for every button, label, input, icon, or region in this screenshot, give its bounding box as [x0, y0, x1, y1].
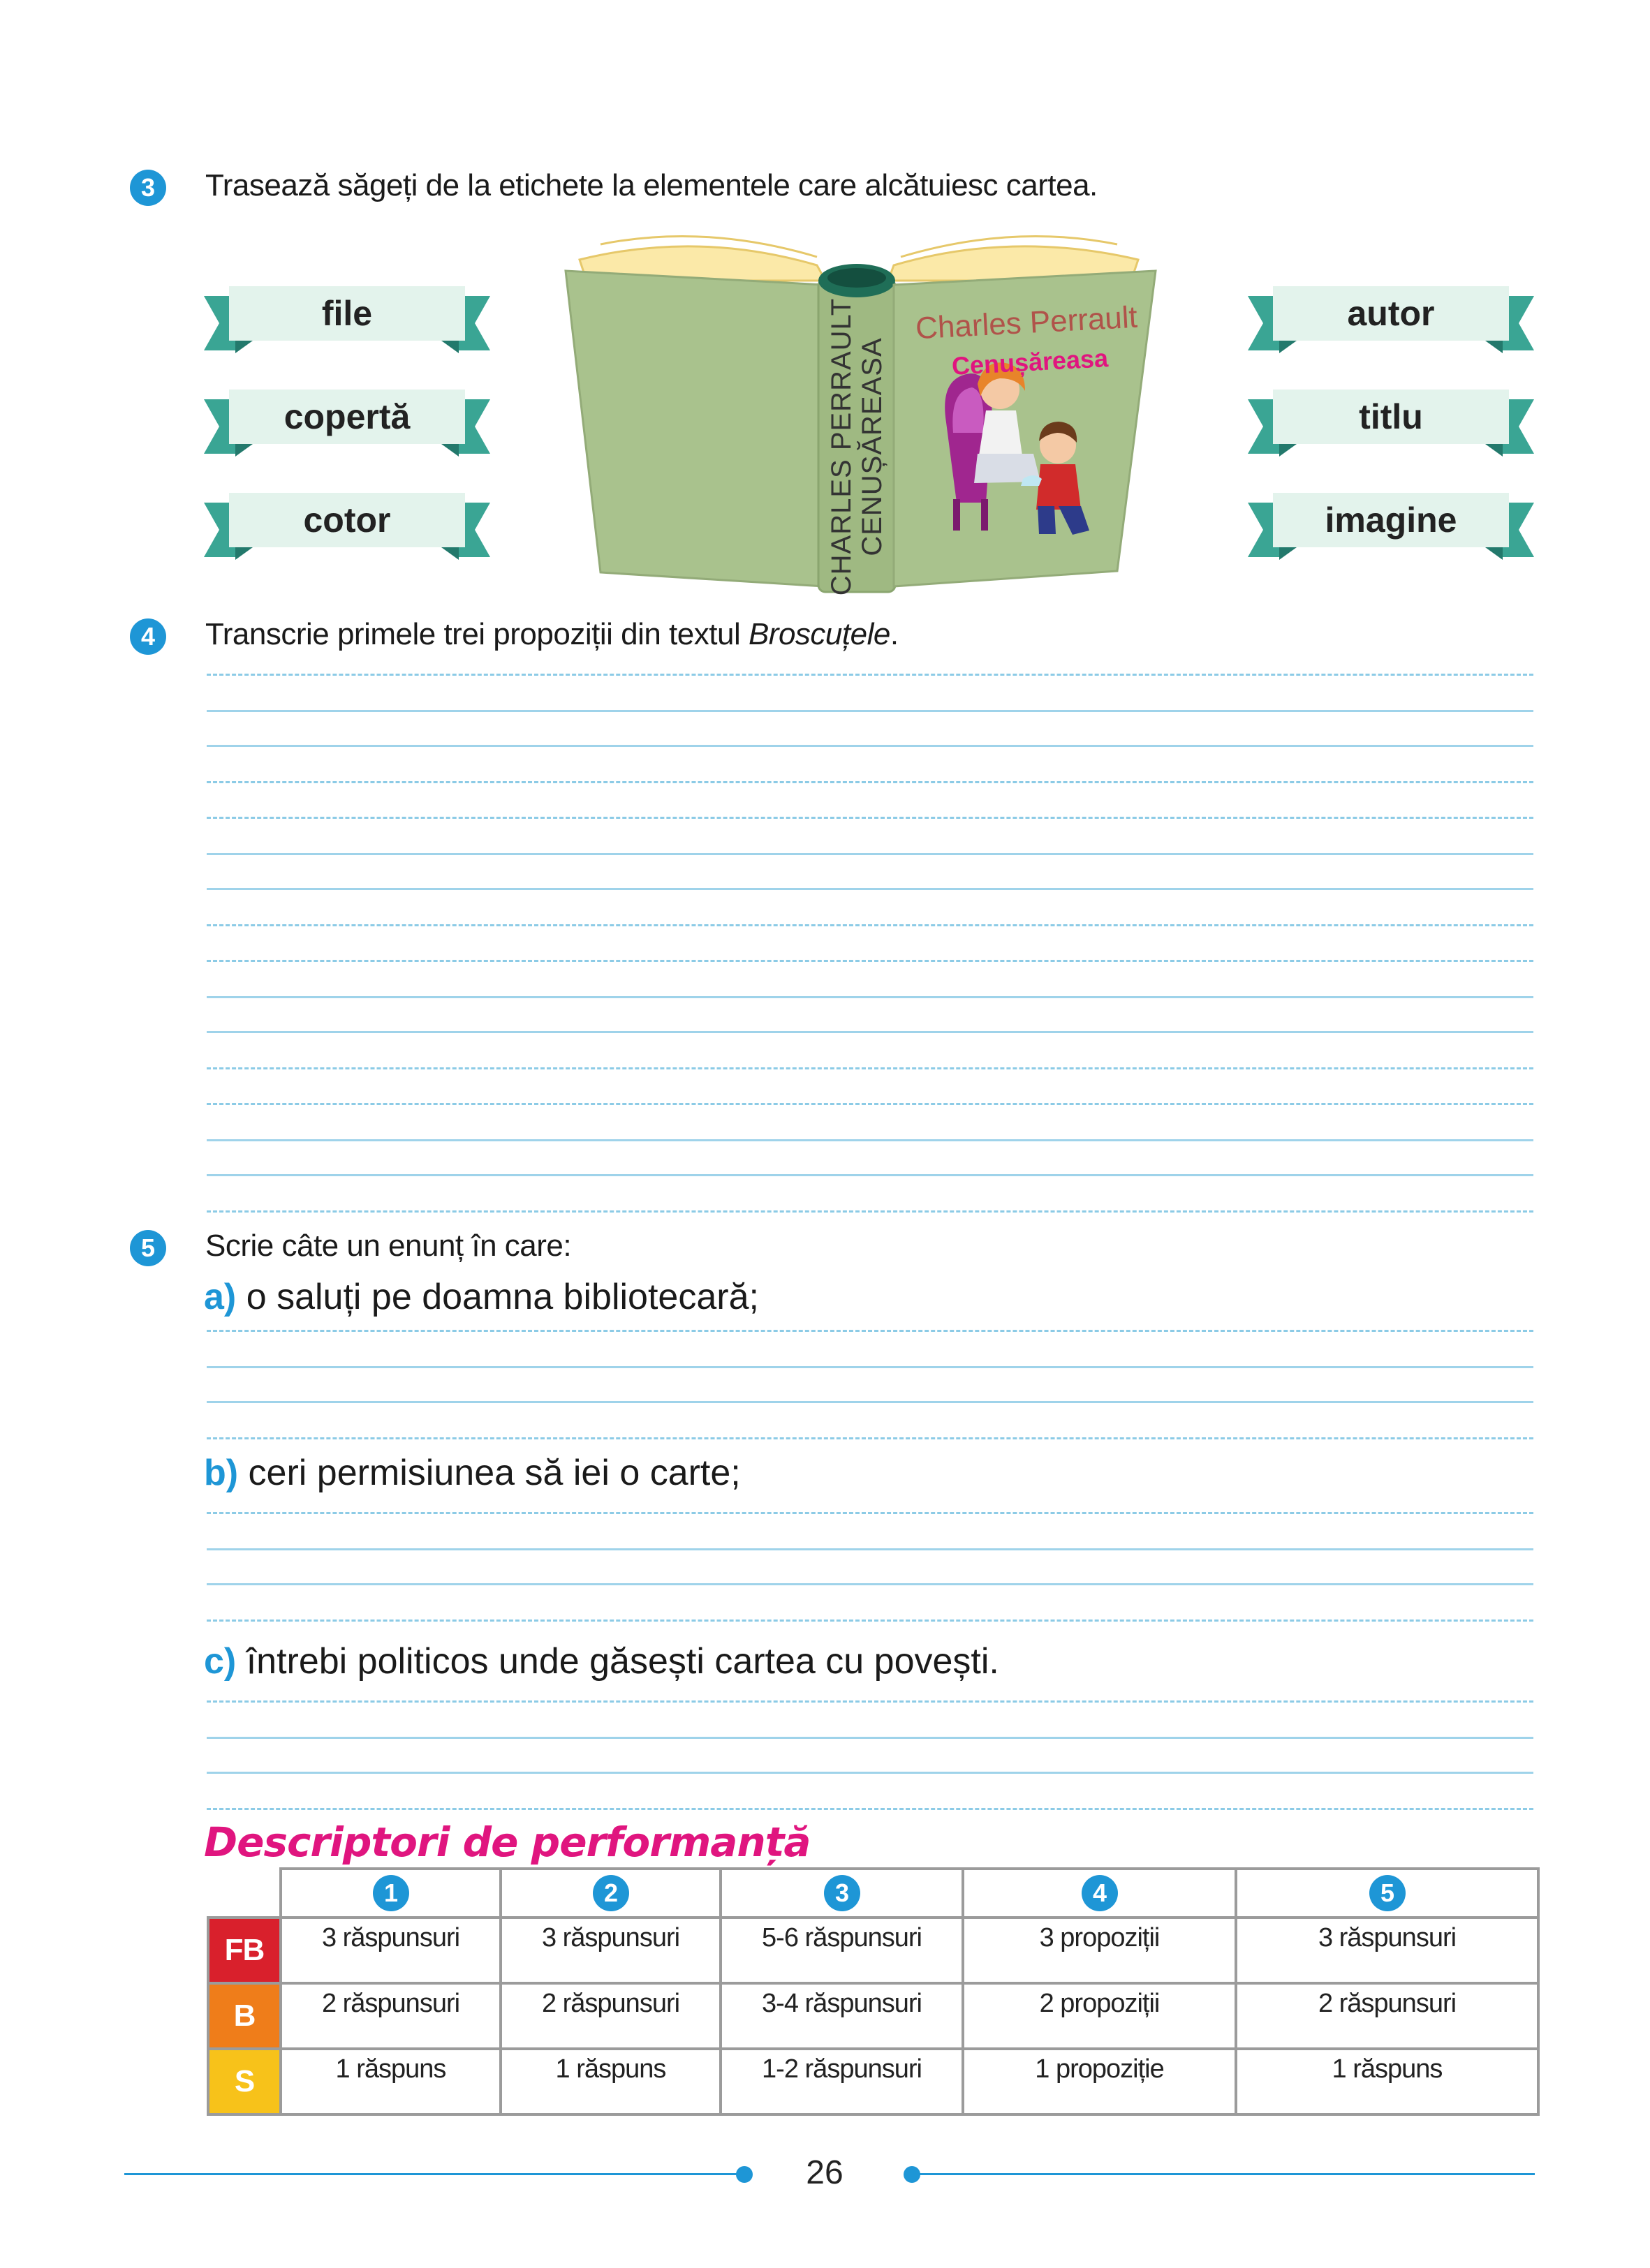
table-cell: 5-6 răspunsuri — [721, 1918, 963, 1983]
performance-title: Descriptori de performanță — [204, 1818, 811, 1866]
level-s: S — [208, 2049, 281, 2114]
exercise-4-instruction: Transcrie primele trei propoziții din textul Broscuțele. — [205, 617, 899, 651]
level-b: B — [208, 1983, 281, 2049]
cover-author: Charles Perrault — [914, 299, 1138, 346]
label-text: imagine — [1325, 501, 1457, 540]
label-text: file — [321, 294, 373, 333]
label-coperta[interactable] — [204, 390, 490, 466]
table-cell: 2 propoziții — [963, 1983, 1236, 2049]
table-cell: 3-4 răspunsuri — [721, 1983, 963, 2049]
column-header: 1 — [281, 1869, 501, 1918]
label-autor[interactable] — [1248, 286, 1534, 363]
label-titlu[interactable] — [1248, 390, 1534, 466]
table-row-b — [208, 1983, 1538, 2049]
table-cell: 3 propoziții — [963, 1918, 1236, 1983]
text-title: Broscuțele — [748, 617, 890, 651]
table-corner — [208, 1869, 281, 1918]
table-cell: 1 răspuns — [281, 2049, 501, 2114]
footer-line-left — [124, 2173, 739, 2175]
table-cell: 3 răspunsuri — [281, 1918, 501, 1983]
label-text: autor — [1347, 294, 1435, 333]
level-fb: FB — [208, 1918, 281, 1983]
performance-table — [207, 1867, 1540, 2116]
book-spine[interactable] — [818, 297, 895, 596]
writing-lines-exercise-5b[interactable] — [207, 1512, 1533, 1624]
label-text: copertă — [283, 397, 411, 436]
exercise-5-item-b: b) ceri permisiunea să iei o carte; — [204, 1453, 741, 1493]
table-cell: 1-2 răspunsuri — [721, 2049, 963, 2114]
exercise-5-item-a: a) o saluți pe doamna bibliotecară; — [204, 1277, 759, 1317]
table-header-row — [208, 1869, 1538, 1918]
label-file[interactable] — [204, 286, 490, 363]
exercise-5-badge: 5 — [130, 1230, 166, 1266]
writing-lines-exercise-4[interactable] — [207, 674, 1533, 1218]
exercise-5-item-c: c) întrebi politicos unde găsești cartea cu povești. — [204, 1641, 999, 1682]
spine-author: CHARLES PERRAULT — [826, 297, 857, 596]
footer-dot-left — [736, 2166, 753, 2183]
writing-lines-exercise-5a[interactable] — [207, 1330, 1533, 1441]
label-text: cotor — [303, 501, 391, 540]
exercise-4-badge: 4 — [130, 618, 166, 655]
spine-title: CENUȘĂREASA — [857, 337, 887, 556]
writing-lines-exercise-5c[interactable] — [207, 1700, 1533, 1812]
label-cotor[interactable] — [204, 493, 490, 570]
exercise-5-instruction: Scrie câte un enunț în care: — [205, 1229, 572, 1263]
book-illustration[interactable] — [559, 223, 1159, 600]
table-row-fb — [208, 1918, 1538, 1983]
label-imagine[interactable] — [1248, 493, 1534, 570]
table-row-s — [208, 2049, 1538, 2114]
exercise-3-badge: 3 — [130, 170, 166, 206]
exercise-3-instruction: Trasează săgeți de la etichete la elementele care alcătuiesc cartea. — [205, 168, 1098, 202]
column-header: 3 — [721, 1869, 963, 1918]
column-header: 4 — [963, 1869, 1236, 1918]
page-number: 26 — [806, 2154, 844, 2191]
column-header: 5 — [1236, 1869, 1538, 1918]
table-cell: 1 răspuns — [501, 2049, 721, 2114]
table-cell: 3 răspunsuri — [501, 1918, 721, 1983]
table-cell: 3 răspunsuri — [1236, 1918, 1538, 1983]
table-cell: 1 răspuns — [1236, 2049, 1538, 2114]
table-cell: 2 răspunsuri — [281, 1983, 501, 2049]
column-header: 2 — [501, 1869, 721, 1918]
cover-title: Cenușăreasa — [950, 343, 1109, 380]
footer-line-right — [915, 2173, 1535, 2175]
label-text: titlu — [1359, 397, 1423, 436]
table-cell: 1 propoziție — [963, 2049, 1236, 2114]
table-cell: 2 răspunsuri — [501, 1983, 721, 2049]
table-cell: 2 răspunsuri — [1236, 1983, 1538, 2049]
